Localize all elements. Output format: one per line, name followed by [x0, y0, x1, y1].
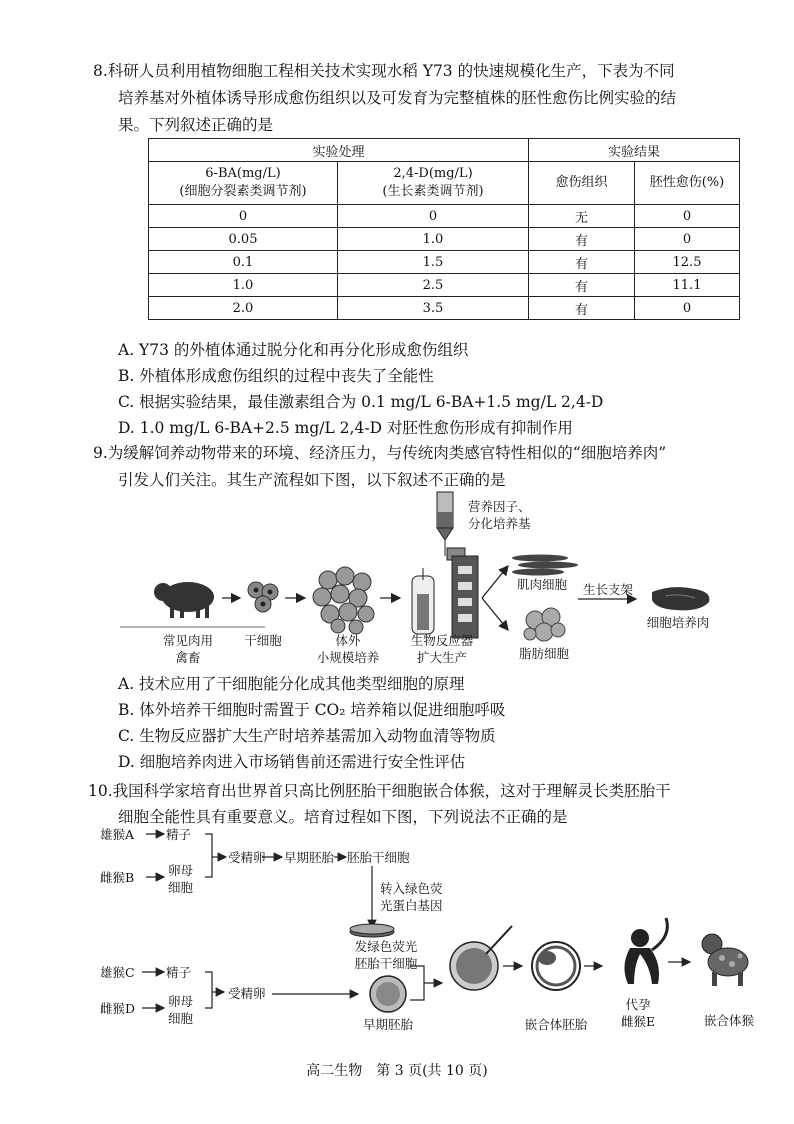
table-cell: 0 [635, 297, 740, 320]
cultured-meat-icon [652, 587, 709, 610]
chimera-embryo-icon [532, 942, 580, 990]
table-header-embryogenic: 胚性愈伤(%) [635, 162, 740, 205]
bioreactor-label: 生物反应器 扩大生产 [410, 633, 474, 665]
q9-option-c: C. 生物反应器扩大生产时培养基需加入动物血清等物质 [118, 727, 496, 745]
male-c-label: 雄猴C [100, 965, 135, 980]
early-embryo-label-1: 早期胚胎 [284, 850, 335, 865]
q8-option-c: C. 根据实验结果，最佳激素组合为 0.1 mg/L 6-BA+1.5 mg/L 2,4-D [118, 393, 604, 411]
table-cell: 3.5 [338, 297, 529, 320]
table-cell: 1.5 [338, 251, 529, 274]
fat-label: 脂肪细胞 [518, 646, 569, 661]
meat-label: 细胞培养肉 [646, 615, 710, 630]
q8-option-b: B. 外植体形成愈伤组织的过程中丧失了全能性 [118, 367, 434, 385]
q9-line1: 9.为缓解饲养动物带来的环境、经济压力，与传统肉类感官特性相似的“细胞培养肉” [93, 444, 667, 462]
early-embryo-icon [370, 976, 406, 1012]
sperm-label-1: 精子 [166, 827, 192, 842]
animal-label: 常见肉用 禽畜 [162, 633, 213, 665]
table-cell: 0 [635, 205, 740, 228]
early-embryo-label-2: 早期胚胎 [362, 1017, 413, 1032]
q8-line3: 果。下列叙述正确的是 [118, 116, 274, 134]
petri-dish-icon [350, 924, 394, 937]
egg-label-1: 卵母 细胞 [168, 863, 194, 895]
q8-line1: 8.科研人员利用植物细胞工程相关技术实现水稻 Y73 的快速规模化生产，下表为不同 [93, 62, 675, 80]
table-cell: 1.0 [338, 228, 529, 251]
nutrient-tube-icon [437, 492, 453, 556]
stem-cell-label: 干细胞 [244, 633, 282, 648]
q9-option-a: A. 技术应用了干细胞能分化成其他类型细胞的原理 [118, 675, 465, 693]
q10-line2: 细胞全能性具有重要意义。培育过程如下图，下列说法不正确的是 [118, 808, 568, 826]
table-cell: 有 [529, 228, 635, 251]
cell-cluster-icon [313, 567, 374, 634]
table-group-result: 实验结果 [529, 139, 740, 162]
table-cell: 有 [529, 297, 635, 320]
scaffold-label: 生长支架 [582, 582, 633, 597]
page-footer: 高二生物 第 3 页(共 10 页) [306, 1063, 488, 1079]
table-cell: 1.0 [149, 274, 338, 297]
table-header-6ba: 6-BA(mg/L) (细胞分裂素类调节剂) [149, 162, 338, 205]
q8-option-a: A. Y73 的外植体通过脱分化和再分化形成愈伤组织 [118, 341, 469, 359]
culture-label: 体外 小规模培养 [316, 633, 380, 665]
table-group-treatment: 实验处理 [149, 139, 529, 162]
table-cell: 0 [635, 228, 740, 251]
fat-cell-icon [524, 608, 565, 641]
male-a-label: 雄猴A [100, 827, 135, 842]
table-cell: 0 [338, 205, 529, 228]
bioreactor-icon [412, 548, 478, 638]
muscle-cell-icon [512, 555, 578, 576]
stem-cell-icon [248, 582, 278, 612]
table-cell: 无 [529, 205, 635, 228]
q9-line2: 引发人们关注。其生产流程如下图，以下叙述不正确的是 [118, 471, 506, 489]
gfp-label: 转入绿色荧 光蛋白基因 [380, 881, 443, 913]
nutrient-label: 营养因子、 分化培养基 [468, 499, 531, 531]
table-cell: 有 [529, 274, 635, 297]
q8-line2: 培养基对外植体诱导形成愈伤组织以及可发育为完整植株的胚性愈伤比例实验的结 [118, 89, 677, 107]
green-esc-label: 发绿色荧光 胚胎干细胞 [354, 939, 418, 971]
chimera-embryo-label: 嵌合体胚胎 [524, 1017, 588, 1032]
surrogate-monkey-icon [624, 918, 667, 984]
surrogate-label: 代孕 雌猴E [620, 997, 656, 1029]
table-cell: 2.0 [149, 297, 338, 320]
table-cell: 12.5 [635, 251, 740, 274]
chimera-monkey-label: 嵌合体猴 [703, 1013, 754, 1028]
q8-option-d: D. 1.0 mg/L 6-BA+2.5 mg/L 2,4-D 对胚性愈伤形成有抑制作用 [118, 419, 573, 437]
female-b-label: 雌猴B [100, 870, 135, 885]
pig-icon [154, 582, 214, 618]
table-cell: 0.1 [149, 251, 338, 274]
microinjection-icon [450, 926, 512, 990]
table-cell: 0.05 [149, 228, 338, 251]
q9-option-b: B. 体外培养干细胞时需置于 CO₂ 培养箱以促进细胞呼吸 [118, 701, 506, 719]
table-header-callus: 愈伤组织 [529, 162, 635, 205]
sperm-label-2: 精子 [166, 965, 192, 980]
zygote-label-2: 受精卵 [228, 986, 266, 1001]
table-header-24d: 2,4-D(mg/L) (生长素类调节剂) [338, 162, 529, 205]
egg-label-2: 卵母 细胞 [168, 994, 194, 1026]
zygote-label-1: 受精卵 [228, 850, 266, 865]
table-cell: 有 [529, 251, 635, 274]
q9-option-d: D. 细胞培养肉进入市场销售前还需进行安全性评估 [118, 753, 466, 771]
table-cell: 0 [149, 205, 338, 228]
table-cell: 11.1 [635, 274, 740, 297]
chimera-monkey-icon [702, 934, 748, 986]
table-cell: 2.5 [338, 274, 529, 297]
female-d-label: 雌猴D [100, 1001, 136, 1016]
muscle-label: 肌肉细胞 [516, 577, 567, 592]
q10-line1: 10.我国科学家培育出世界首只高比例胚胎干细胞嵌合体猴，这对于理解灵长类胚胎干 [88, 782, 671, 800]
esc-label: 胚胎干细胞 [347, 850, 410, 865]
